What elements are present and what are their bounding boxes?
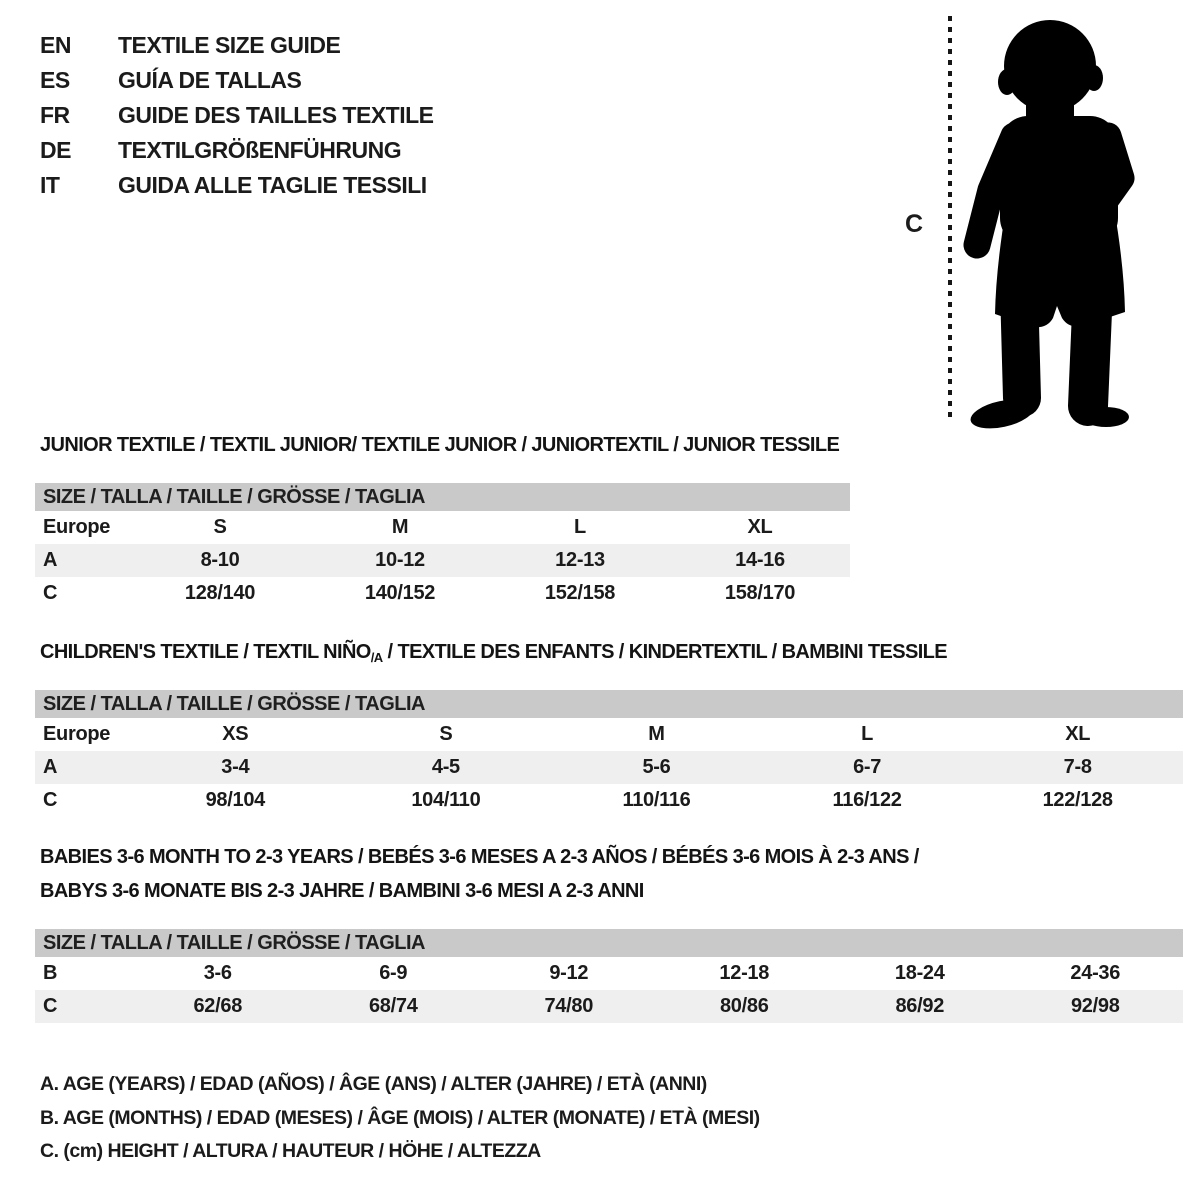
junior-section-title: JUNIOR TEXTILE / TEXTIL JUNIOR/ TEXTILE JUNIOR / JUNIORTEXTIL / JUNIOR TESSILE xyxy=(40,434,840,456)
months-cell: 12-18 xyxy=(719,962,770,984)
size-cell: L xyxy=(861,723,874,745)
junior-row-age xyxy=(35,544,850,577)
height-cell: 74/80 xyxy=(544,995,594,1017)
babies-size-table xyxy=(35,929,1183,1023)
silhouette-left-ear xyxy=(998,69,1016,95)
age-cell: 4-5 xyxy=(431,756,460,778)
lang-row-it xyxy=(40,168,434,203)
size-cell: S xyxy=(439,723,453,745)
dashed-measure-line xyxy=(948,16,952,418)
children-size-header-bar: SIZE / TALLA / TAILLE / GRÖSSE / TAGLIA xyxy=(35,690,1183,718)
toddler-silhouette-icon xyxy=(962,18,1138,430)
silhouette-right-foot xyxy=(1083,407,1129,427)
height-cell: 104/110 xyxy=(411,789,481,811)
measurement-legend xyxy=(40,1068,760,1169)
months-cell: 9-12 xyxy=(549,962,589,984)
junior-row-europe xyxy=(35,511,850,544)
height-cell: 158/170 xyxy=(724,582,796,604)
lang-row-de xyxy=(40,133,434,168)
height-cell: 128/140 xyxy=(184,582,256,604)
row-label: C xyxy=(43,995,58,1017)
age-cell: 6-7 xyxy=(853,756,882,778)
row-label: C xyxy=(43,789,58,811)
children-title-pre: CHILDREN'S TEXTILE / TEXTIL NIÑO xyxy=(40,641,371,663)
age-cell: 7-8 xyxy=(1063,756,1092,778)
children-size-table xyxy=(35,690,1183,817)
size-cell: M xyxy=(391,516,409,538)
row-label: Europe xyxy=(43,516,111,538)
row-label: B xyxy=(43,962,58,984)
height-measure-label: C xyxy=(905,210,924,238)
size-cell: S xyxy=(213,516,227,538)
legend-line-age-years: A. AGE (YEARS) / EDAD (AÑOS) / ÂGE (ANS) / ALTER (JAHRE) / ETÀ (ANNI) xyxy=(40,1073,707,1095)
months-cell: 3-6 xyxy=(203,962,232,984)
height-cell: 98/104 xyxy=(205,789,265,811)
height-cell: 68/74 xyxy=(368,995,418,1017)
height-cell: 140/152 xyxy=(364,582,436,604)
babies-row-height xyxy=(35,990,1183,1023)
babies-section-title-line2: BABYS 3-6 MONATE BIS 2-3 JAHRE / BAMBINI 3-6 MESI A 2-3 ANNI xyxy=(40,880,644,902)
size-cell: XS xyxy=(222,723,249,745)
lang-code-fr: FR xyxy=(40,102,70,128)
height-cell: 152/158 xyxy=(544,582,616,604)
size-cell: XL xyxy=(747,516,773,538)
legend-line-age-months: B. AGE (MONTHS) / EDAD (MESES) / ÂGE (MOIS) / ALTER (MONATE) / ETÀ (MESI) xyxy=(40,1106,760,1129)
age-cell: 8-10 xyxy=(200,549,240,571)
age-cell: 12-13 xyxy=(555,549,605,571)
silhouette-right-leg xyxy=(1088,288,1093,406)
months-cell: 18-24 xyxy=(894,962,945,984)
lang-row-es xyxy=(40,63,434,98)
months-cell: 24-36 xyxy=(1070,962,1121,984)
height-cell: 122/128 xyxy=(1042,789,1113,811)
lang-label-fr: GUIDE DES TAILLES TEXTILE xyxy=(118,102,434,128)
height-cell: 86/92 xyxy=(895,995,945,1017)
lang-label-en: TEXTILE SIZE GUIDE xyxy=(118,32,341,58)
children-row-europe xyxy=(35,718,1183,751)
age-cell: 14-16 xyxy=(735,549,785,571)
height-cell: 116/122 xyxy=(832,789,902,811)
size-cell: M xyxy=(648,723,665,745)
silhouette-left-leg xyxy=(1019,288,1022,398)
height-cell: 110/116 xyxy=(622,789,691,811)
junior-row-height xyxy=(35,577,850,610)
legend-line-height: C. (cm) HEIGHT / ALTURA / HAUTEUR / HÖHE / ALTEZZA xyxy=(40,1140,541,1162)
babies-row-months xyxy=(35,957,1183,990)
lang-label-es: GUÍA DE TALLAS xyxy=(118,67,302,93)
lang-code-es: ES xyxy=(40,67,70,93)
row-label: A xyxy=(43,756,58,778)
children-section-title xyxy=(40,641,947,665)
row-label: Europe xyxy=(43,723,111,745)
lang-code-en: EN xyxy=(40,32,71,58)
size-cell: L xyxy=(574,516,586,538)
language-title-block xyxy=(40,28,434,203)
lang-code-de: DE xyxy=(40,137,71,163)
lang-code-it: IT xyxy=(40,172,60,198)
age-cell: 10-12 xyxy=(375,549,425,571)
age-cell: 3-4 xyxy=(221,756,250,778)
row-label: C xyxy=(43,582,58,604)
junior-size-table xyxy=(35,483,850,610)
silhouette-right-ear xyxy=(1085,65,1103,91)
babies-size-header-bar: SIZE / TALLA / TAILLE / GRÖSSE / TAGLIA xyxy=(35,929,1183,957)
children-title-subscript: /A xyxy=(370,650,383,665)
lang-row-fr xyxy=(40,98,434,133)
row-label: A xyxy=(43,549,58,571)
children-title-post: / TEXTILE DES ENFANTS / KINDERTEXTIL / BAMBINI TESSILE xyxy=(382,641,948,663)
children-row-height xyxy=(35,784,1183,817)
height-cell: 62/68 xyxy=(193,995,243,1017)
lang-label-it: GUIDA ALLE TAGLIE TESSILI xyxy=(118,172,427,198)
size-cell: XL xyxy=(1065,723,1091,745)
babies-section-title-line1: BABIES 3-6 MONTH TO 2-3 YEARS / BEBÉS 3-6 MESES A 2-3 AÑOS / BÉBÉS 3-6 MOIS À 2-3 ANS / xyxy=(40,846,919,868)
months-cell: 6-9 xyxy=(379,962,408,984)
children-row-age xyxy=(35,751,1183,784)
height-cell: 92/98 xyxy=(1070,995,1120,1017)
lang-row-en xyxy=(40,28,434,63)
age-cell: 5-6 xyxy=(642,756,671,778)
height-cell: 80/86 xyxy=(719,995,769,1017)
junior-size-header-bar: SIZE / TALLA / TAILLE / GRÖSSE / TAGLIA xyxy=(35,483,850,511)
lang-label-de: TEXTILGRÖßENFÜHRUNG xyxy=(118,137,402,163)
